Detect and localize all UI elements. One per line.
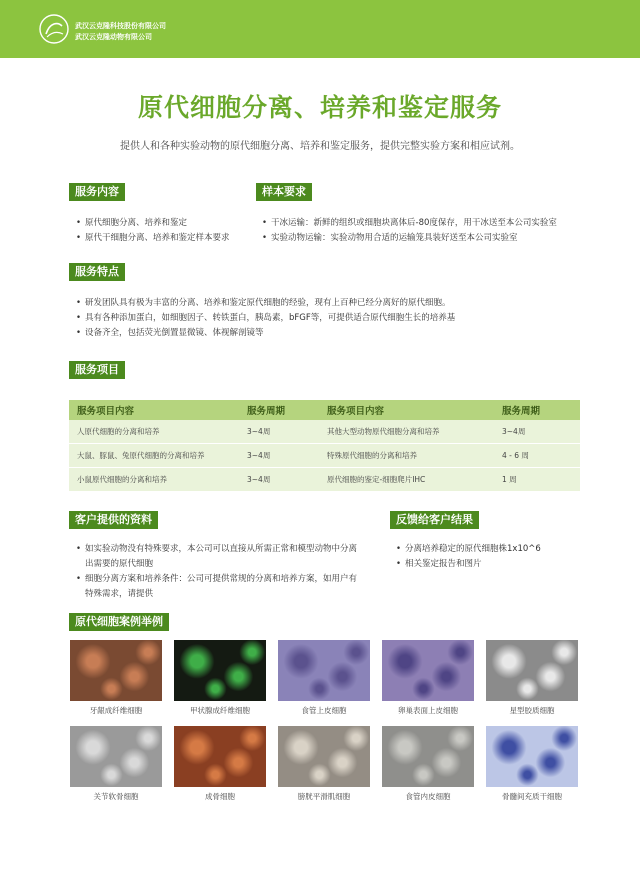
cell-example [70, 640, 162, 716]
table-cell: 3~4周 [239, 420, 319, 444]
table-cell: 4 - 6 周 [494, 444, 580, 468]
table-cell: 其他大型动物原代细胞分离和培养 [319, 420, 494, 444]
cell-label: 骨髓间充质干细胞 [502, 792, 562, 801]
section-features: 服务特点 [69, 263, 125, 281]
feedback-list [396, 542, 596, 572]
list-item: • 分离培养稳定的原代细胞株1x10^6 [396, 542, 596, 557]
cell-label: 星型胶质细胞 [509, 706, 555, 715]
cell-micrograph [278, 640, 370, 701]
list-item: • 细胞分离方案和培养条件：公司可提供常规的分离和培养方案，如用户有特殊需求，请提供 [76, 572, 361, 602]
list-item: • 具有各种添加蛋白，如细胞因子、转铁蛋白，胰岛素，bFGF等，可提供适合原代细胞生长的培养基 [76, 311, 596, 326]
section-service-content: 服务内容 [69, 183, 125, 201]
features-list [76, 296, 596, 341]
list-item: • 干冰运输：新鲜的组织或细胞块离体后-80度保存，用干冰送至本公司实验室 [262, 216, 602, 231]
list-item: • 研发团队具有极为丰富的分离、培养和鉴定原代细胞的经验，现有上百种已经分离好的原代细胞。 [76, 296, 596, 311]
cell-label: 食管上皮细胞 [301, 706, 347, 715]
cell-example [486, 726, 578, 802]
table-cell: 1 周 [494, 468, 580, 492]
cell-label: 膀胱平滑肌细胞 [297, 792, 351, 801]
company-line-1: 武汉云克隆科技股份有限公司 [75, 22, 166, 30]
table-cell: 3~4周 [239, 444, 319, 468]
cell-micrograph [70, 726, 162, 787]
section-client-materials: 客户提供的资料 [69, 511, 158, 529]
cell-label: 食管内皮细胞 [405, 792, 451, 801]
table-cell: 小鼠原代细胞的分离和培养 [69, 468, 239, 492]
list-item: • 设备齐全，包括荧光倒置显微镜、体视解剖镜等 [76, 326, 596, 341]
table-cell: 3~4周 [239, 468, 319, 492]
cell-micrograph [278, 726, 370, 787]
list-item: • 如实验动物没有特殊要求，本公司可以直接从所需正常和模型动物中分离出需要的原代细胞 [76, 542, 361, 572]
sample-requirements-list [262, 216, 602, 246]
intro-text: 提供人和各种实验动物的原代细胞分离、培养和鉴定服务，提供完整实验方案和相应试剂。 [120, 141, 520, 152]
column-header: 服务项目内容 [69, 400, 239, 420]
page-title: 原代细胞分离、培养和鉴定服务 [137, 93, 502, 122]
table-row [69, 468, 580, 492]
cell-micrograph [174, 726, 266, 787]
company-logo [37, 12, 71, 46]
header-bar [0, 0, 640, 58]
cell-example [486, 640, 578, 716]
client-materials-list [76, 542, 361, 602]
table-cell: 3~4周 [494, 420, 580, 444]
cell-micrograph [382, 640, 474, 701]
section-sample-requirements: 样本要求 [256, 183, 312, 201]
cell-label: 成骨细胞 [205, 792, 235, 801]
service-table [69, 400, 580, 492]
list-item: • 原代干细胞分离、培养和鉴定样本要求 [76, 231, 266, 246]
cell-micrograph [486, 726, 578, 787]
table-cell: 特殊原代细胞的分离和培养 [319, 444, 494, 468]
cell-example [382, 640, 474, 716]
column-header: 服务项目内容 [319, 400, 494, 420]
table-row [69, 420, 580, 444]
cell-label: 牙龈成纤维细胞 [89, 706, 143, 715]
section-examples: 原代细胞案例举例 [69, 613, 169, 631]
list-item: • 原代细胞分离、培养和鉴定 [76, 216, 266, 231]
company-line-2: 武汉云克隆动物有限公司 [75, 33, 152, 41]
section-projects: 服务项目 [69, 361, 125, 379]
table-cell: 原代细胞的鉴定-细胞爬片IHC [319, 468, 494, 492]
table-header-row [69, 400, 580, 420]
cell-label: 关节软骨细胞 [93, 792, 139, 801]
cell-example [70, 726, 162, 802]
cell-micrograph [70, 640, 162, 701]
section-feedback: 反馈给客户结果 [390, 511, 479, 529]
list-item: • 实验动物运输：实验动物用合适的运输笼具装好送至本公司实验室 [262, 231, 602, 246]
table-row [69, 444, 580, 468]
service-content-list [76, 216, 266, 246]
cell-example [278, 640, 370, 716]
list-item: • 相关鉴定报告和图片 [396, 557, 596, 572]
table-cell: 大鼠、豚鼠、兔原代细胞的分离和培养 [69, 444, 239, 468]
company-names [75, 21, 166, 43]
cell-label: 卵巢表面上皮细胞 [398, 706, 458, 715]
cell-label: 甲状腺成纤维细胞 [190, 706, 250, 715]
cell-micrograph [174, 640, 266, 701]
column-header: 服务周期 [239, 400, 319, 420]
cell-micrograph [382, 726, 474, 787]
table-cell: 人原代细胞的分离和培养 [69, 420, 239, 444]
cell-example [174, 726, 266, 802]
cell-example [174, 640, 266, 716]
column-header: 服务周期 [494, 400, 580, 420]
cell-micrograph [486, 640, 578, 701]
cell-example [382, 726, 474, 802]
cell-example [278, 726, 370, 802]
